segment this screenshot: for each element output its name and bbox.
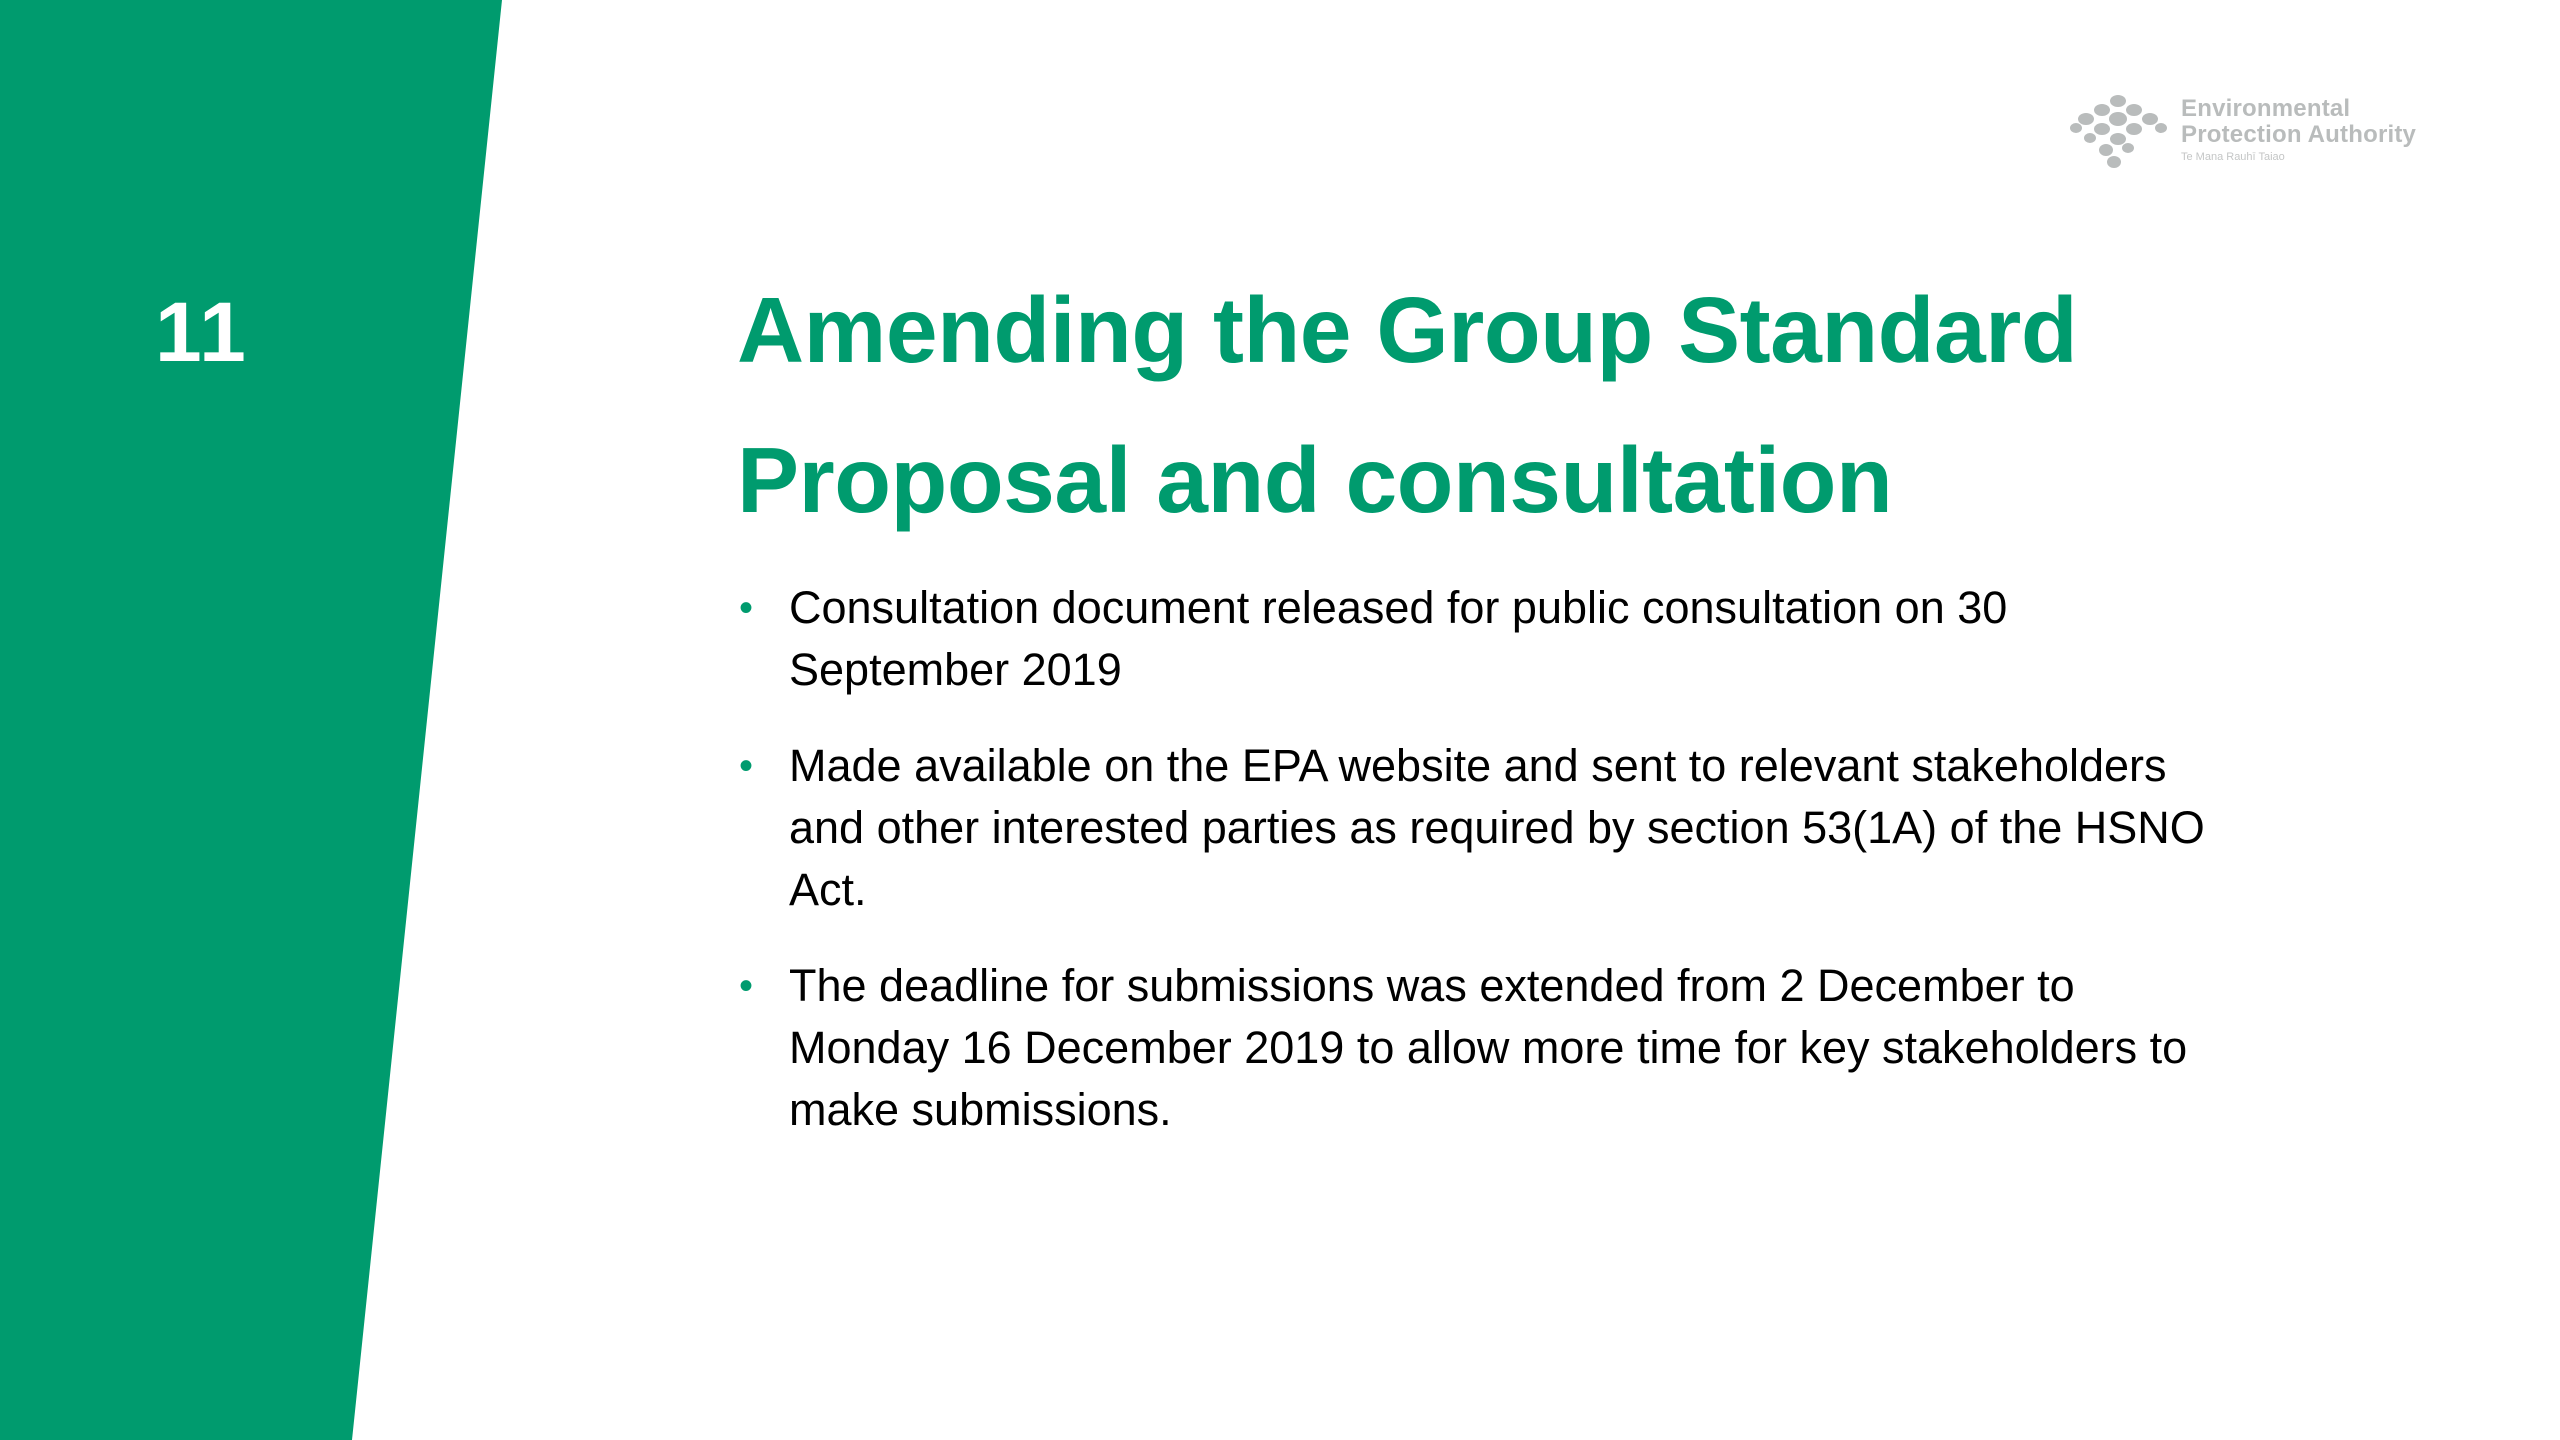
bullet-dot-icon: •: [739, 964, 754, 1008]
bullet-text: Made available on the EPA website and sent to relevant stakeholders and other interested parties as required by section 53(1A) of the HSNO Act.: [789, 740, 2205, 915]
logo-line-2: Protection Authority: [2181, 121, 2417, 148]
bullet-dot-icon: •: [739, 744, 754, 788]
slide-number: 11: [155, 285, 248, 379]
bullet-dot-icon: •: [739, 586, 754, 630]
logo-line-3: Te Mana Rauhī Taiao: [2181, 151, 2285, 163]
slide-title: Amending the Group Standard: [737, 278, 2078, 382]
bullet-list: [737, 577, 2237, 1141]
bullet-text: The deadline for submissions was extended from 2 December to Monday 16 December 2019 to allow more time for key stakeholders to make submissions.: [789, 960, 2188, 1135]
bullet-text: Consultation document released for public consultation on 30 September 2019: [789, 582, 2008, 695]
logo-line-1: Environmental: [2181, 95, 2351, 122]
epa-logo: [2068, 90, 2448, 180]
bullet-item: [737, 735, 2237, 921]
slide-content: [737, 255, 2237, 1175]
epa-logo-text: [2181, 96, 2416, 165]
epa-dots-icon: [2068, 92, 2168, 172]
slide-subtitle: Proposal and consultation: [737, 428, 1893, 532]
bullet-item: [737, 955, 2237, 1141]
bullet-item: [737, 577, 2237, 701]
